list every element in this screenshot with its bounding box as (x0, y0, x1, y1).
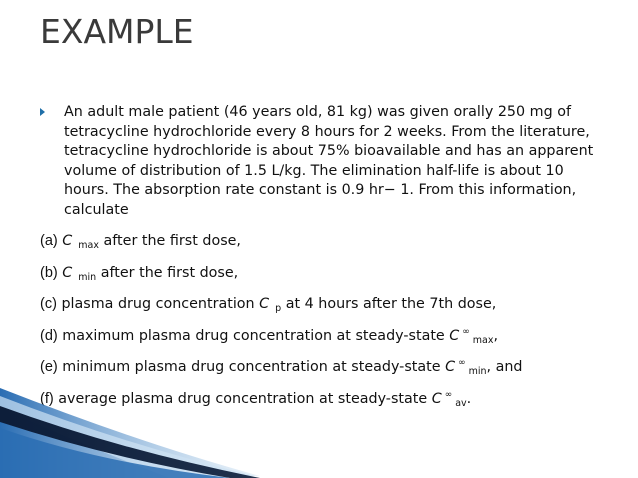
item-label: (b) (40, 264, 58, 281)
question-item-d: (d) maximum plasma drug concentration at steady-state C ∞$_{max}$, (40, 326, 499, 346)
question-item-b: (b) C $_{min}$ after the first dose, (40, 264, 239, 283)
superscript: ∞ (462, 326, 470, 337)
problem-statement (40, 103, 600, 221)
subscript: p (275, 303, 282, 314)
question-item-a: (a) C $_{max}$ after the first dose, (40, 233, 241, 251)
problem-text: An adult male patient (46 years old, 81 kg) was given orally 250 mg of tetracycline hydrochloride every 8 hours for 2 weeks. From the literature, tetracycline hydrochloride is about 75% bioavailable and has an apparent volume of distribution of 1.5 L/kg. The elimination half-life is about 10 hours. The absorption rate constant is 0.9 hr− 1. From this information, calculate (64, 104, 594, 218)
item-label: (f) (40, 390, 54, 407)
item-label: (e) (40, 359, 58, 375)
question-item-e: (e) minimum plasma drug concentration at steady-state C ∞$_{min}$, and (40, 358, 523, 377)
subscript: min (468, 366, 487, 377)
corner-swoosh-decoration (0, 388, 638, 478)
slide-title: EXAMPLE (40, 12, 194, 51)
superscript: ∞ (444, 389, 453, 400)
symbol: C (431, 390, 442, 407)
subscript: max (472, 334, 494, 346)
triangle-right-icon (40, 108, 45, 116)
question-list (40, 226, 620, 415)
symbol: C (62, 233, 73, 249)
item-label: (a) (40, 233, 58, 249)
subscript: max (78, 240, 99, 251)
item-label: (c) (40, 296, 57, 312)
symbol: C (449, 327, 460, 344)
symbol: C (259, 296, 270, 312)
symbol: C (62, 264, 73, 281)
symbol: C (445, 359, 456, 375)
subscript: min (78, 271, 97, 283)
question-item-c: (c) plasma drug concentration C $_p$ at 4 hours after the 7th dose, (40, 296, 497, 314)
question-item-f: (f) average plasma drug concentration at steady-state C ∞$_{av}$. (40, 389, 472, 409)
item-label: (d) (40, 327, 58, 344)
subscript: av (455, 397, 467, 409)
superscript: ∞ (458, 358, 466, 368)
